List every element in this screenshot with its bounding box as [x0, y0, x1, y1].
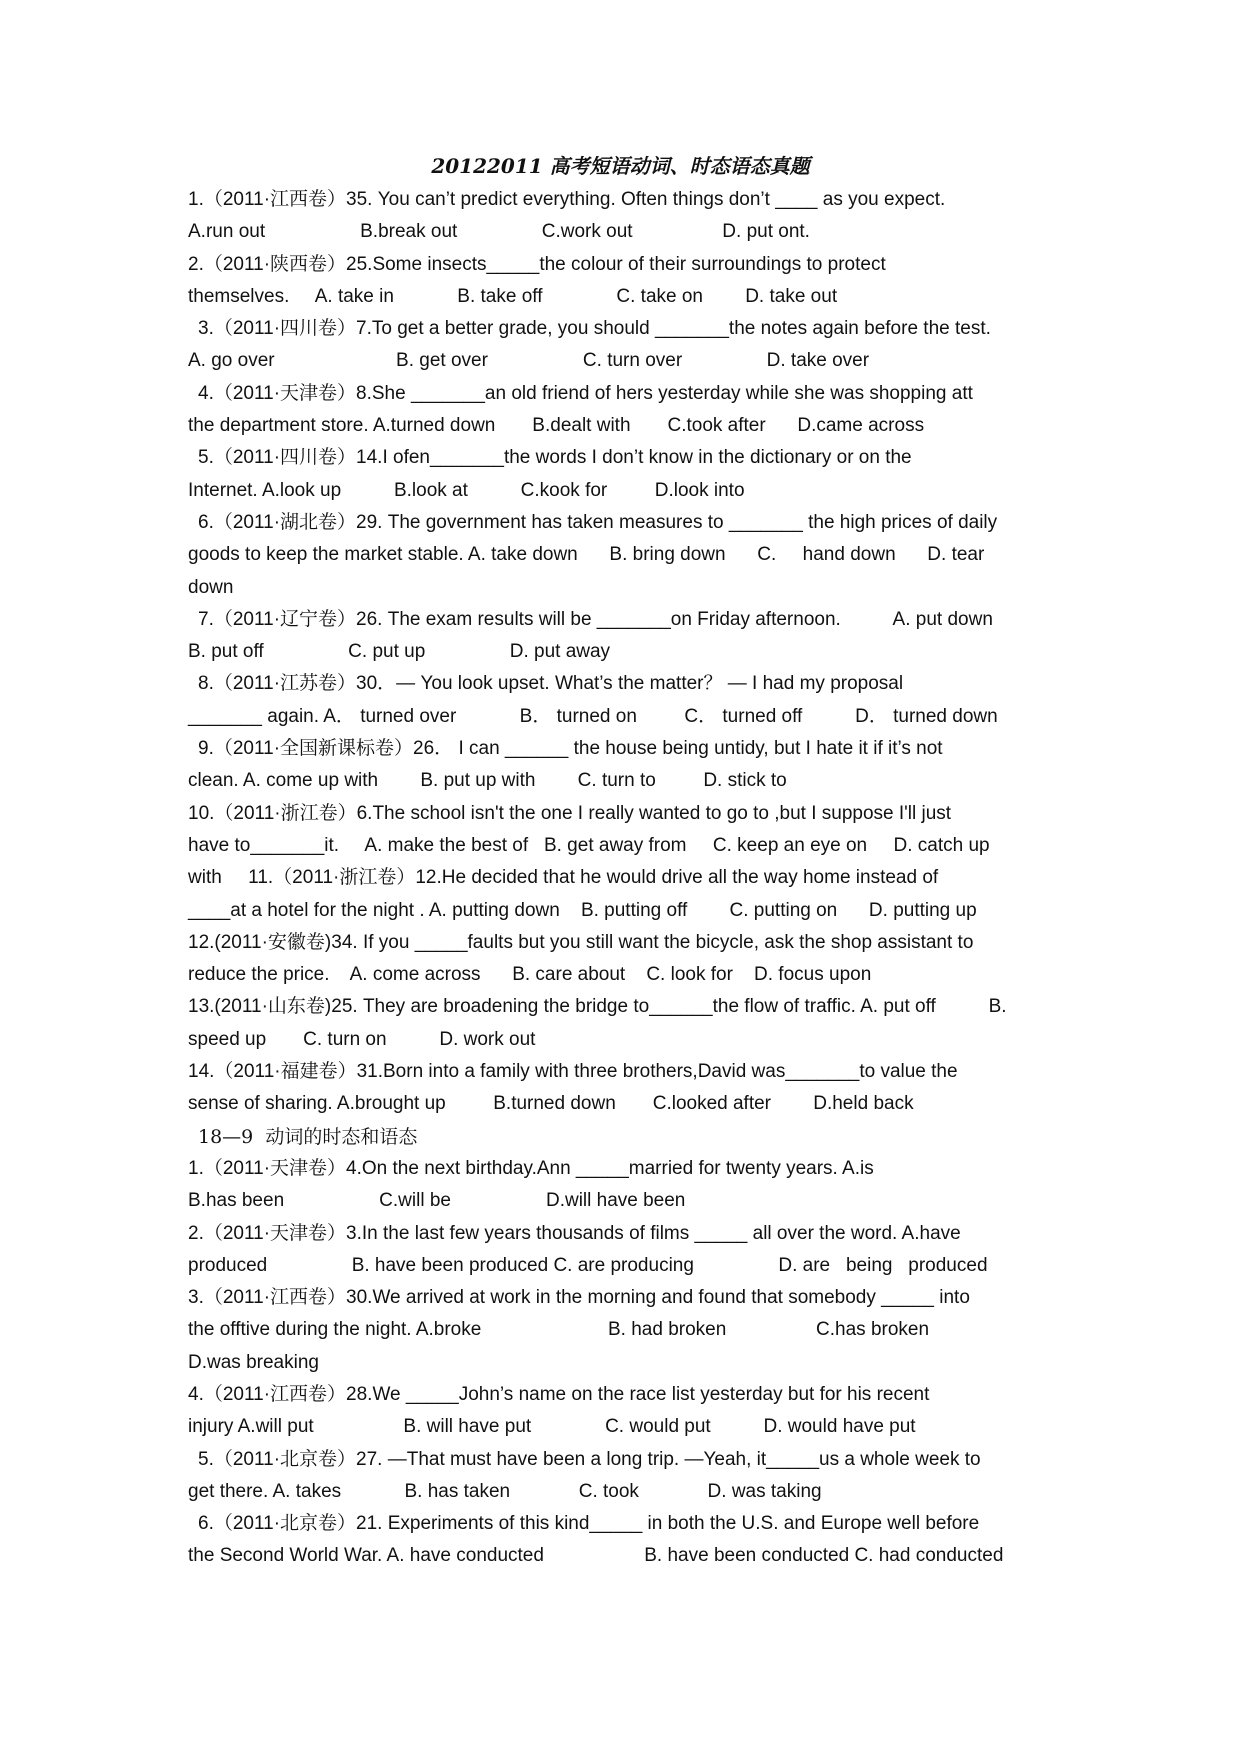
text-line: 10.（2011·浙江卷）6.The school isn't the one I really wanted to go to ,but I suppose I'll just	[188, 802, 952, 824]
text-line: injury A.will put B. will have put C. would put D. would have put	[188, 1416, 916, 1438]
text-line: 12.(2011·安徽卷)34. If you _____faults but you still want the bicycle, ask the shop assistant to	[188, 931, 974, 953]
text-line: A.run out B.break out C.work out D. put ont.	[188, 221, 810, 243]
text-line: the Second World War. A. have conducted B. have been conducted C. had conducted	[188, 1545, 1004, 1567]
text-line: 4.（2011·天津卷）8.She _______an old friend of hers yesterday while she was shopping att	[198, 382, 973, 404]
text-line: 1.（2011·江西卷）35. You can’t predict everything. Often things don’t ____ as you expect.	[188, 189, 946, 210]
text-line: B.has been C.will be D.will have been	[188, 1190, 686, 1212]
text-line: 3.（2011·江西卷）30.We arrived at work in the morning and found that somebody _____ into	[188, 1287, 970, 1309]
text-line: reduce the price. A. come across B. care about C. look for D. focus upon	[188, 964, 872, 986]
text-line: A. go over B. get over C. turn over D. take over	[188, 350, 870, 372]
text-line: 4.（2011·江西卷）28.We _____John’s name on the race list yesterday but for his recent	[188, 1383, 930, 1405]
text-line: with 11.（2011·浙江卷）12.He decided that he would drive all the way home instead of	[188, 867, 939, 889]
text-line: the offtive during the night. A.broke B. had broken C.has broken	[188, 1319, 930, 1341]
text-line: the department store. A.turned down B.dealt with C.took after D.came across	[188, 415, 925, 437]
text-line: 1.（2011·天津卷）4.On the next birthday.Ann _____married for twenty years. A.is	[188, 1157, 874, 1179]
text-line: 2.（2011·陕西卷）25.Some insects_____the colour of their surroundings to protect	[188, 253, 886, 275]
text-line: 9.（2011·全国新课标卷）26． I can ______ the house being untidy, but I hate it if it’s not	[198, 738, 943, 760]
text-line: D.was breaking	[188, 1351, 319, 1373]
text-line: down	[188, 576, 234, 598]
text-line: produced B. have been produced C. are producing D. are being produced	[188, 1254, 988, 1276]
text-line: 5.（2011·北京卷）27. —That must have been a long trip. —Yeah, it_____us a whole week to	[198, 1448, 981, 1470]
text-line: 13.(2011·山东卷)25. They are broadening the bridge to______the flow of traffic. A. put off B.	[188, 996, 1007, 1018]
text-line: goods to keep the market stable. A. take down B. bring down C. hand down D. tear	[188, 544, 985, 566]
text-line: 3.（2011·四川卷）7.To get a better grade, you should _______the notes again before the test.	[198, 318, 991, 340]
text-line: 5.（2011·四川卷）14.I ofen_______the words I don’t know in the dictionary or on the	[198, 447, 912, 469]
text-line: sense of sharing. A.brought up B.turned down C.looked after D.held back	[188, 1093, 914, 1115]
document-body	[188, 184, 1054, 1573]
text-line: clean. A. come up with B. put up with C. turn to D. stick to	[188, 770, 787, 792]
text-line: get there. A. takes B. has taken C. took D. was taking	[188, 1480, 822, 1502]
text-line: 2.（2011·天津卷）3.In the last few years thousands of films _____ all over the word. A.have	[188, 1222, 961, 1244]
text-line: B. put off C. put up D. put away	[188, 641, 611, 663]
text-line: speed up C. turn on D. work out	[188, 1028, 536, 1050]
text-line: 6.（2011·北京卷）21. Experiments of this kind_____ in both the U.S. and Europe well before	[198, 1513, 980, 1535]
text-line: 8.（2011·江苏卷）30．— You look upset. What’s the matter？ — I had my proposal	[198, 673, 904, 695]
section-heading: 18—9 动词的时态和语态	[198, 1125, 418, 1148]
text-line: Internet. A.look up B.look at C.kook for D.look into	[188, 479, 745, 501]
page-title: 20122011 高考短语动词、时态语态真题	[431, 154, 810, 178]
text-line: have to_______it. A. make the best of B. get away from C. keep an eye on D. catch up	[188, 834, 990, 856]
text-line: 6.（2011·湖北卷）29. The government has taken measures to _______ the high prices of daily	[198, 511, 998, 533]
text-line: _______ again. A． turned over B． turned on C． turned off D． turned down	[188, 705, 998, 727]
text-line: 7.（2011·辽宁卷）26. The exam results will be _______on Friday afternoon. A. put down	[198, 608, 993, 630]
text-line: themselves. A. take in B. take off C. take on D. take out	[188, 285, 838, 307]
text-line: ____at a hotel for the night . A. putting down B. putting off C. putting on D. putting up	[188, 899, 977, 921]
text-line: 14.（2011·福建卷）31.Born into a family with three brothers,David was_______to value the	[188, 1061, 958, 1083]
